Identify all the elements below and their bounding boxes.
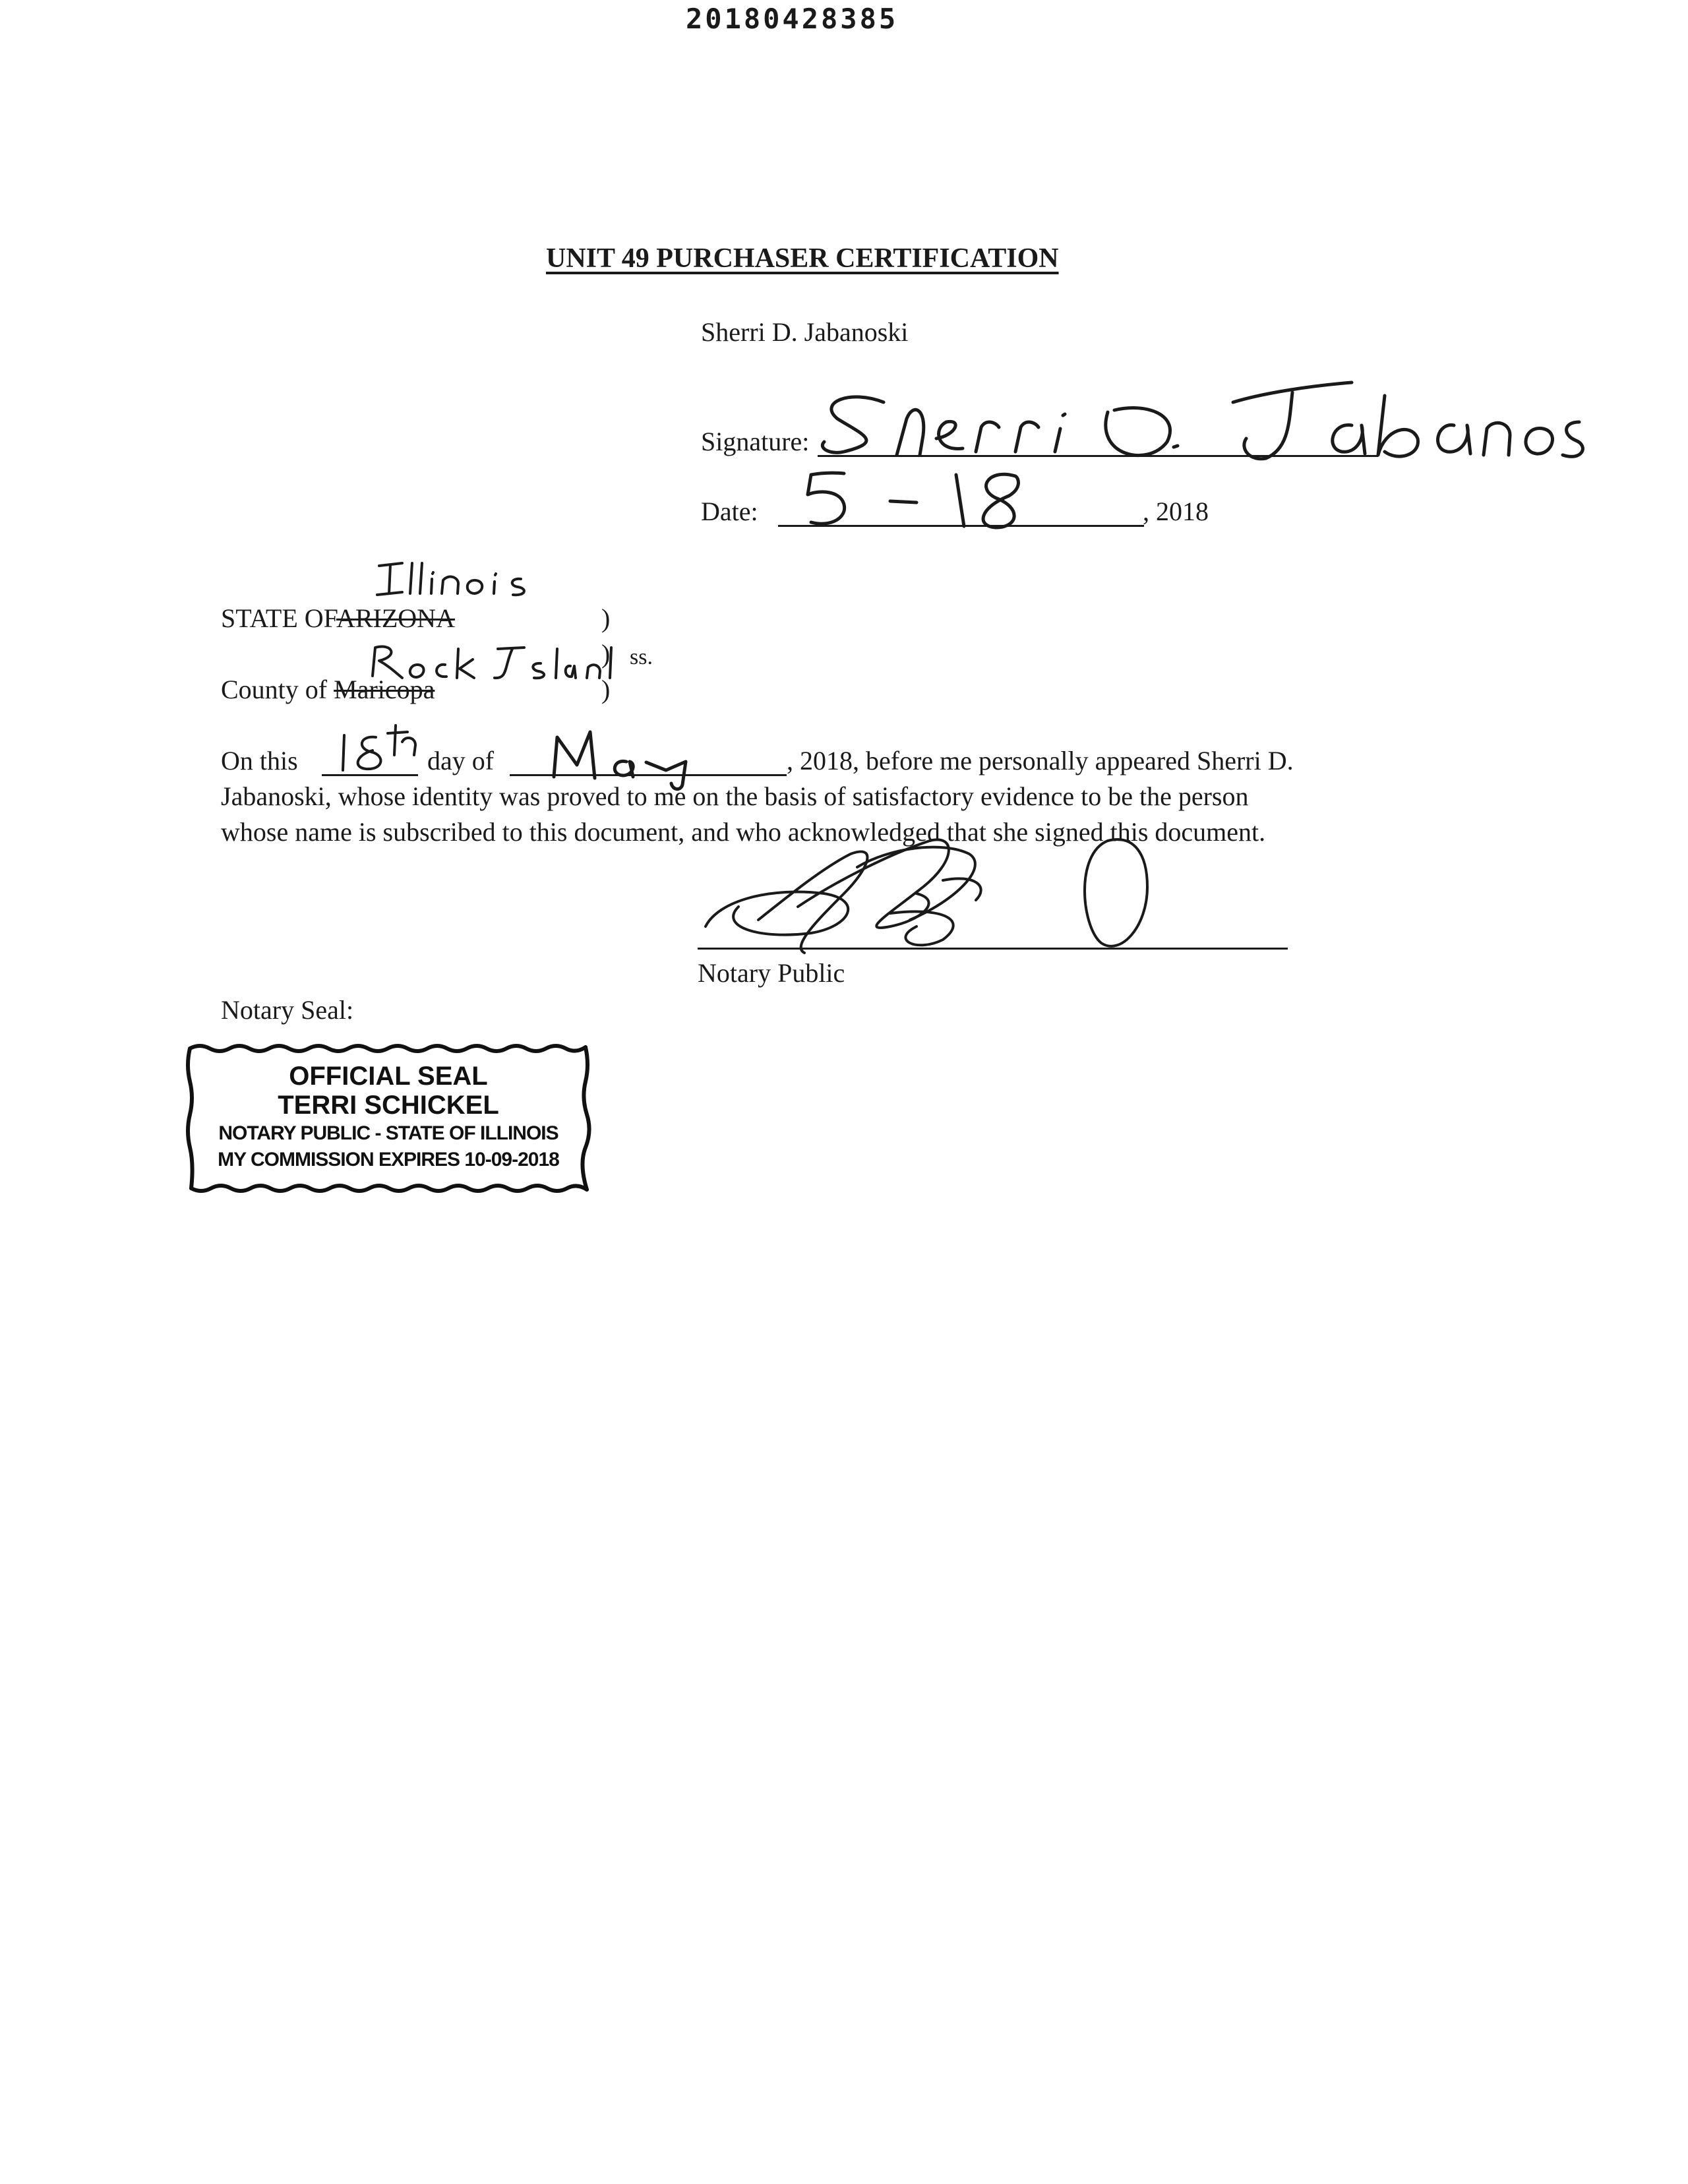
handwritten-date	[791, 462, 1042, 534]
date-year: , 2018	[1143, 497, 1209, 526]
notary-signature	[692, 828, 1193, 959]
ack-day-of: day of	[427, 746, 495, 775]
ack-on-this: On this	[221, 746, 298, 775]
state-venue-line	[221, 603, 455, 634]
ack-line3: whose name is subscribed to this document, and who acknowledged that she signed this document.	[221, 817, 1266, 847]
seal-line-state: NOTARY PUBLIC - STATE OF ILLINOIS	[218, 1122, 558, 1144]
notary-signature-line	[698, 948, 1288, 950]
month-line	[510, 774, 787, 776]
county-struck: Maricopa	[334, 675, 435, 704]
county-venue-line	[221, 674, 435, 705]
day-line	[322, 774, 418, 776]
ack-rest-line1: , 2018, before me personally appeared Sherri D.	[787, 746, 1294, 775]
paren-2: )	[601, 639, 611, 669]
handwritten-day	[330, 719, 422, 778]
county-label: County of	[221, 675, 328, 704]
state-struck: ARIZONA	[336, 603, 455, 633]
page-title: UNIT 49 PURCHASER CERTIFICATION	[546, 243, 1059, 274]
ack-line2: Jabanoski, whose identity was proved to me on the basis of satisfactory evidence to be the person	[221, 781, 1249, 811]
notary-public-label: Notary Public	[698, 958, 845, 988]
ss-label: ss.	[630, 645, 653, 669]
purchaser-name: Sherri D. Jabanoski	[701, 317, 909, 347]
paren-3: )	[601, 675, 611, 704]
state-label: STATE OF	[221, 603, 336, 633]
purchaser-signature	[804, 356, 1596, 475]
date-label: Date:	[701, 497, 758, 526]
date-line	[778, 525, 1144, 527]
handwritten-state	[369, 554, 567, 607]
seal-line-expiry: MY COMMISSION EXPIRES 10-09-2018	[218, 1149, 559, 1170]
seal-line-official: OFFICIAL SEAL	[289, 1062, 488, 1091]
signature-line	[818, 455, 1378, 457]
notary-seal-label: Notary Seal:	[221, 995, 354, 1025]
document-number: 20180428385	[686, 3, 899, 35]
signature-label: Signature:	[701, 427, 810, 456]
seal-line-name: TERRI SCHICKEL	[278, 1091, 499, 1120]
paren-1: )	[601, 603, 611, 633]
